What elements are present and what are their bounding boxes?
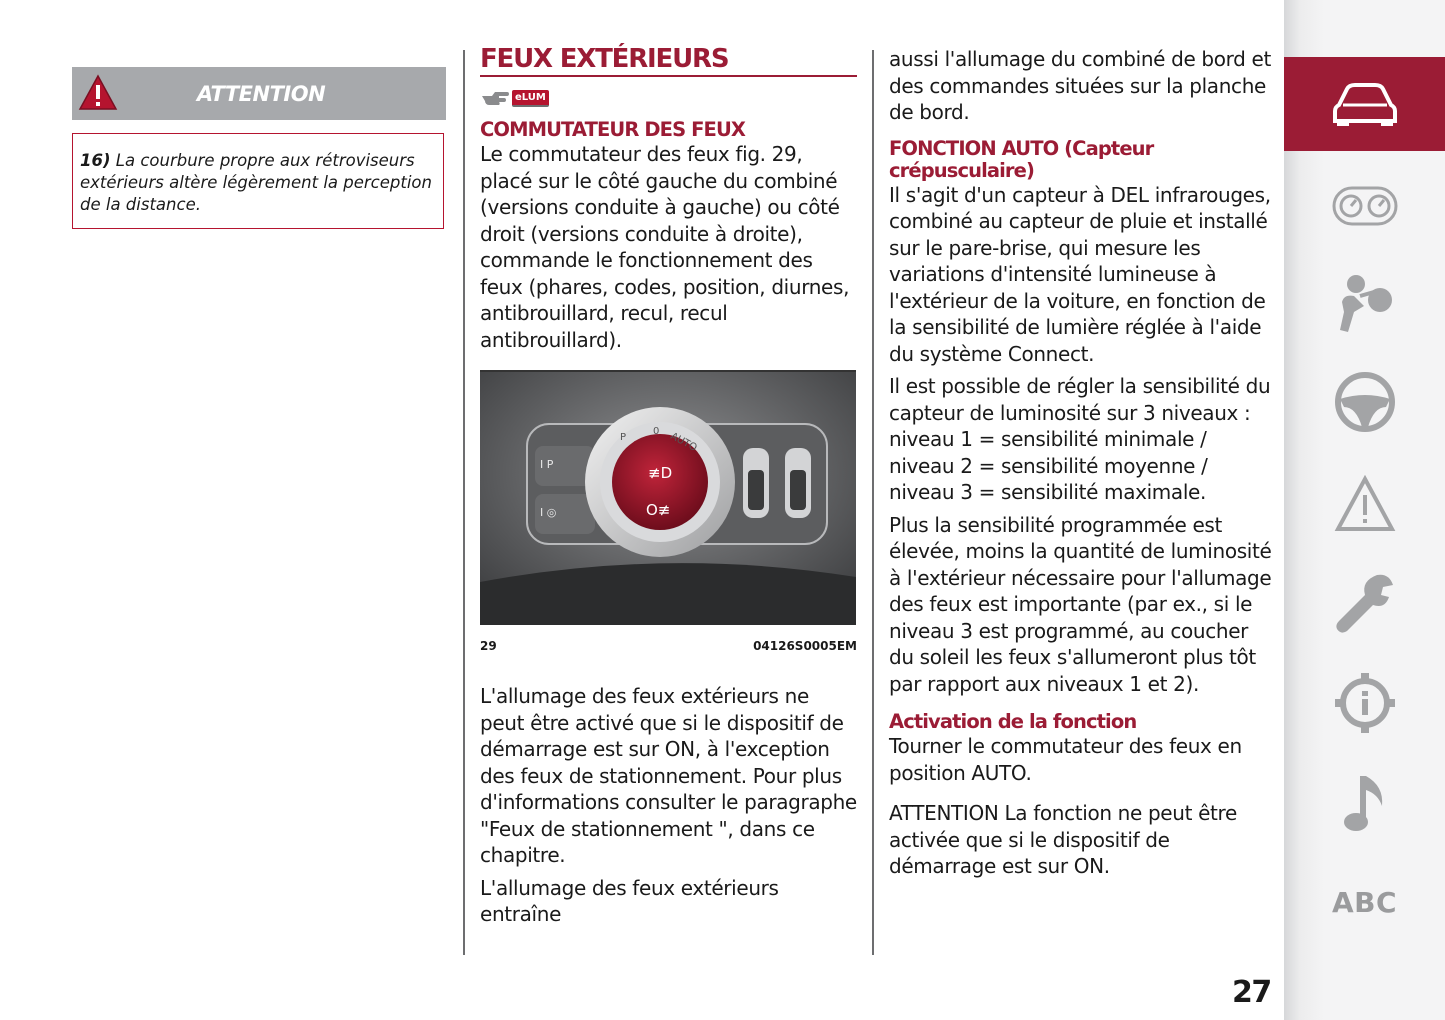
auto-function-title: FONCTION AUTO (Capteur crépusculaire)	[889, 136, 1154, 182]
settings-gear-icon	[1333, 671, 1397, 735]
note-number: 16)	[80, 151, 111, 170]
nav-item-multimedia[interactable]	[1284, 770, 1445, 836]
elum-badge: eLUM	[512, 90, 549, 107]
chapter-navigation	[1284, 0, 1445, 1020]
dial-label: 0	[653, 426, 660, 437]
paragraph: Il s'agit d'un capteur à DEL infrarouges, combiné au capteur de pluie et installé sur le pare-brise, qui mesure les variations d'intensité lumineuse à l'extérieur de la voiture, en fonction de la sensibilité de lumière réglée à l'aide du système Connect.	[889, 182, 1271, 366]
nav-item-vehicle[interactable]	[1284, 57, 1445, 151]
note-text: La courbure propre aux rétroviseurs extérieurs altère légèrement la perception de la distance.	[80, 151, 432, 214]
figure-caption	[480, 639, 857, 653]
steering-wheel-icon	[1334, 371, 1396, 433]
svg-text:I P: I P	[540, 458, 554, 471]
wrench-icon	[1333, 571, 1397, 637]
nav-item-technical-data[interactable]	[1284, 670, 1445, 736]
figure-code: 04126S0005EM	[753, 639, 857, 653]
right-column	[889, 46, 1274, 880]
music-note-icon	[1340, 772, 1390, 834]
nav-item-index[interactable]	[1284, 880, 1445, 924]
reference-marker	[480, 87, 857, 109]
main-column	[480, 40, 857, 928]
nav-item-dashboard[interactable]	[1284, 176, 1445, 236]
instrument-cluster-icon	[1331, 185, 1399, 227]
dial-label: AUTO	[668, 430, 699, 454]
nav-item-driving[interactable]	[1284, 370, 1445, 434]
nav-item-maintenance[interactable]	[1284, 568, 1445, 640]
pointing-hand-icon	[480, 89, 510, 107]
light-switch-photo	[480, 372, 856, 625]
column-divider	[872, 50, 874, 955]
warning-triangle-icon	[1334, 475, 1396, 533]
paragraph: Plus la sensibilité programmée est élevée, moins la quantité de luminosité à l'extérieur nécessaire pour l'allumage des feux est importante (par ex., si le niveau 3 est programmé, au coucher du soleil les feux s'allumeront plus tôt par rapport aux niveaux 1 et 2).	[889, 512, 1272, 696]
paragraph: L'allumage des feux extérieurs ne peut être activé que si le dispositif de démarrage est sur ON, à l'exception des feux de stationnement. Pour plus d'informations consulter le paragraphe "Feux de stationnement ", dans ce chapitre.	[480, 684, 857, 867]
index-label: ABC	[1331, 885, 1398, 919]
car-icon	[1333, 81, 1397, 127]
nav-item-safety[interactable]	[1284, 268, 1445, 340]
attention-title: ATTENTION	[196, 81, 326, 106]
activation-title: Activation de la fonction	[889, 710, 1137, 733]
attention-note	[72, 133, 444, 229]
paragraph: Le commutateur des feux fig. 29, placé sur le côté gauche du combiné (versions conduite à gauche) ou côté droit (versions conduite à droite), commande le fonctionnement des feux (phares, codes, position, diurnes, antibrouillard, recul, recul antibrouillard).	[480, 142, 850, 352]
column-divider	[463, 50, 465, 955]
nav-item-emergency[interactable]	[1284, 472, 1445, 536]
warning-triangle-icon	[78, 73, 118, 113]
svg-text:≢D: ≢D	[648, 464, 673, 482]
airbag-icon	[1334, 272, 1396, 336]
light-switch-figure	[480, 370, 856, 627]
paragraph: L'allumage des feux extérieurs entraîne	[480, 875, 779, 926]
paragraph: Tourner le commutateur des feux en position AUTO.	[889, 734, 1242, 785]
section-title: FEUX EXTÉRIEURS	[480, 44, 857, 77]
svg-text:O≢: O≢	[646, 501, 671, 519]
figure-number: 29	[480, 639, 497, 653]
page-number: 27	[1232, 975, 1271, 1010]
paragraph: ATTENTION La fonction ne peut être activée que si le dispositif de démarrage est sur ON.	[889, 801, 1237, 878]
attention-box	[72, 67, 446, 120]
paragraph: Il est possible de régler la sensibilité du capteur de luminosité sur 3 niveaux : niveau 1 = sensibilité minimale / niveau 2 = sensibilité moyenne / niveau 3 = sensibilité maximale.	[889, 374, 1271, 504]
dial-label: P	[620, 432, 627, 443]
paragraph: aussi l'allumage du combiné de bord et des commandes situées sur la planche de bord.	[889, 47, 1271, 124]
svg-text:I ◎: I ◎	[540, 506, 557, 519]
subsection-title: COMMUTATEUR DES FEUX	[480, 118, 746, 141]
